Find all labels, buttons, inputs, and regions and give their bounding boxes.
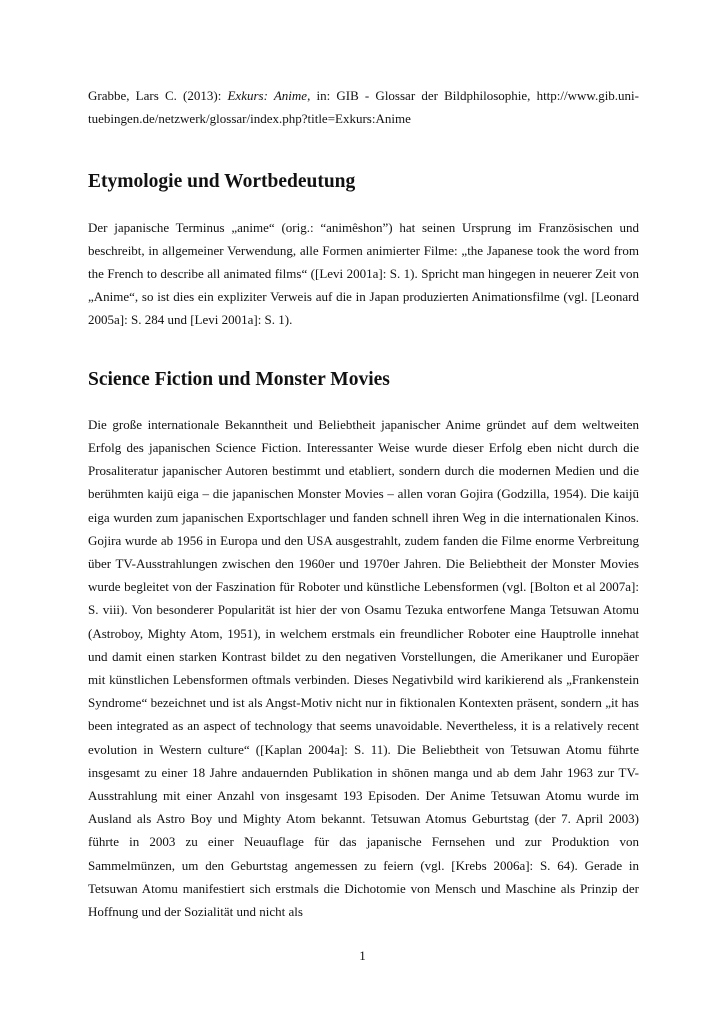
citation bbox=[88, 84, 639, 130]
paragraph-etymology: Der japanische Terminus „anime“ (orig.: “animêshon”) hat seinen Ursprung im Französischen und beschreibt, in allgemeiner Verwendung, alle Formen animierter Filme: „the Japanese took the word from the French to describe all animated films“ ([Levi 2001a]: S. 1). Spricht man hingegen in neuerer Zeit von „Anime“, so ist dies ein expliziter Verweis auf die in Japan produzierten Animationsfilme (vgl. [Leonard 2005a]: S. 284 und [Levi 2001a]: S. 1). bbox=[88, 219, 639, 328]
spacer bbox=[88, 194, 639, 216]
citation-title: Exkurs: Anime bbox=[227, 88, 308, 103]
spacer bbox=[88, 130, 639, 170]
document-page bbox=[88, 84, 639, 923]
paragraph-science-fiction: Die große internationale Bekanntheit und Beliebtheit japanischer Anime gründet auf dem weltweiten Erfolg des japanischen Science Fiction. Interessanter Weise wurde dieser Erfolg eben nicht durch die Prosaliteratur japanischer Autoren bestimmt und etabliert, sondern durch die modernen Medien und die berühmten kaijū eiga – die japanischen Monster Movies – allen voran Gojira (Godzilla, 1954). Die kaijū eiga wurden zum japanischen Exportschlager und fanden schnell ihren Weg in die internationalen Kinos. Gojira wurde ab 1956 in Europa und den USA ausgestrahlt, zudem fanden die Filme enorme Verbreitung über TV-Ausstrahlungen zwischen den 1960er und 1970er Jahren. Die Beliebtheit der Monster Movies wurde begleitet von der Faszination für Roboter und künstliche Lebensformen (vgl. [Bolton et al 2007a]: S. viii). Von besonderer Popularität ist hier der von Osamu Tezuka entworfene Manga Tetsuwan Atomu (Astroboy, Mighty Atom, 1951), in welchem erstmals ein freundlicher Roboter eine Hauptrolle innehat und damit einen starken Kontrast bildet zu den negativen Vorstellungen, die Amerikaner und Europäer mit künstlichen Lebensformen oftmals verbinden. Dieses Negativbild wird karikierend als „Frankenstein Syndrome“ bezeichnet und ist als Angst-Motiv nicht nur in fiktionalen Kontexten präsent, sondern „it has been integrated as an aspect of technology that seems unavoidable. Nevertheless, it is a relatively recent evolution in Western culture“ ([Kaplan 2004a]: S. 11). Die Beliebtheit von Tetsuwan Atomu führte insgesamt zu einer 18 Jahre andauernden Publikation in shōnen manga und ab dem Jahr 1963 zur TV-Ausstrahlung mit einer Anzahl von insgesamt 193 Episoden. Der Anime Tetsuwan Atomu wurde im Ausland als Astro Boy und Mighty Atom bekannt. Tetsuwan Atomus Geburtstag (der 7. April 2003) führte in 2003 zu einer Neuauflage für das japanische Fernsehen und zur Produktion von Sammelmünzen, um den Geburtstag angemessen zu feiern (vgl. [Krebs 2006a]: S. 64). Gerade in Tetsuwan Atomu manifestiert sich erstmals die Dichotomie von Mensch und Maschine als Prinzip der Hoffnung und der Sozialität und nicht als bbox=[88, 416, 639, 920]
citation-author-year: Grabbe, Lars C. (2013): bbox=[88, 88, 228, 103]
section-heading-science-fiction: Science Fiction und Monster Movies bbox=[88, 368, 390, 390]
spacer bbox=[88, 391, 639, 413]
citation-source: , in: GIB - Glossar der Bildphilosophie, http://www.gib.uni-tuebingen.de/netzwerk/glossar/index.php?title=Exkurs:Anime bbox=[88, 88, 639, 127]
page-number: 1 bbox=[359, 948, 366, 963]
spacer bbox=[88, 332, 639, 368]
section-heading-etymology: Etymologie und Wortbedeutung bbox=[88, 171, 356, 193]
